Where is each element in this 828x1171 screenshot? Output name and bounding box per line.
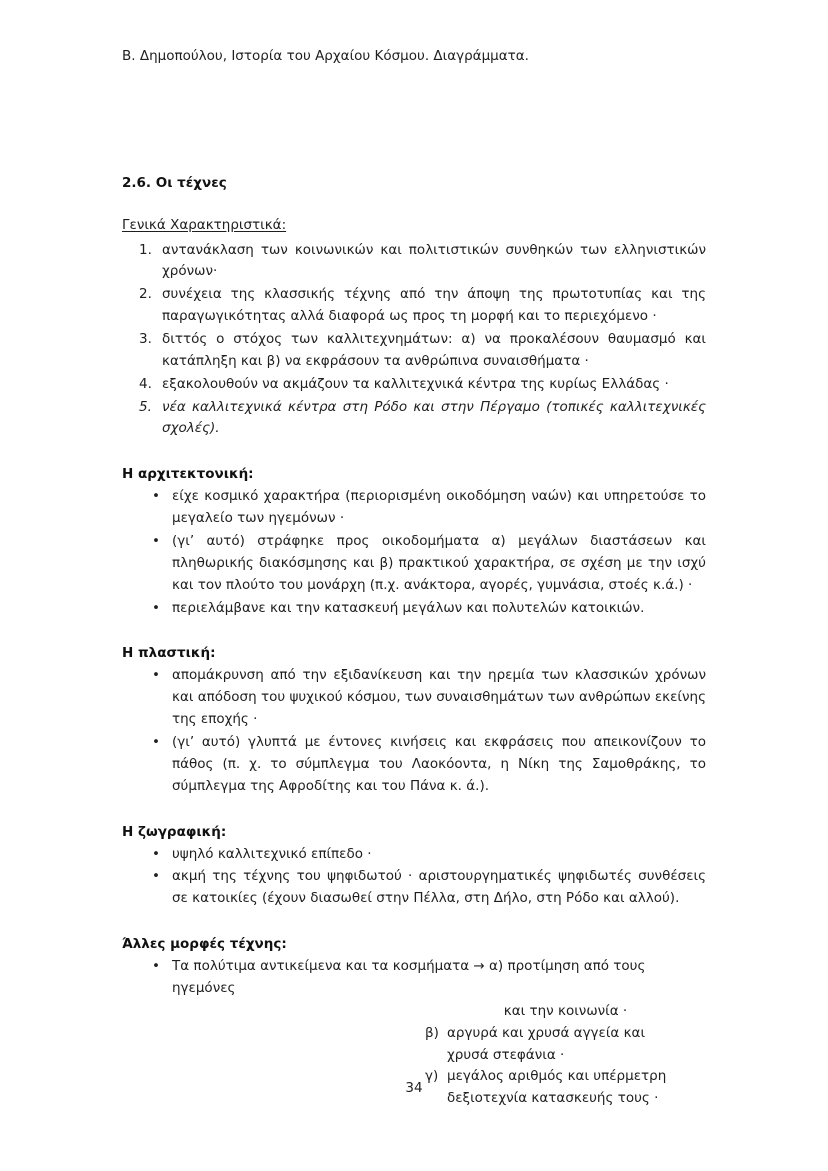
list-item-text: αντανάκλαση των κοινωνικών και πολιτιστικών συνθηκών των ελληνιστικών χρόνων· <box>162 241 706 280</box>
list-item <box>122 397 706 441</box>
section-title: 2.6. Οι τέχνες <box>122 174 227 191</box>
bullet-icon: • <box>152 488 160 505</box>
list-item <box>122 531 706 597</box>
list-item-text: εξακολουθούν να ακμάζουν τα καλλιτεχνικά κέντρα της κυρίως Ελλάδας · <box>162 375 669 392</box>
bullet-icon: • <box>152 958 160 975</box>
list-item-text: είχε κοσμικό χαρακτήρα (περιορισμένη οικοδόμηση ναών) και υπηρετούσε το μεγαλείο των ηγεμόνων · <box>172 488 706 527</box>
painting-heading: Η ζωγραφική: <box>122 823 227 840</box>
bullet-icon: • <box>152 734 160 751</box>
architecture-heading: Η αρχιτεκτονική: <box>122 466 254 483</box>
list-item <box>122 598 706 620</box>
page-number: 34 <box>405 1080 423 1096</box>
list-item <box>122 956 706 1000</box>
list-item <box>122 240 706 284</box>
sub-item-text-continuation: δεξιοτεχνία κατασκευής τους · <box>447 1090 659 1107</box>
other-arts-sub-item-beta <box>425 1023 728 1045</box>
list-item-text: ακμή της τέχνης του ψηφιδωτού · αριστουργηματικές ψηφιδωτές συνθέσεις σε κατοικίες (έχουν διασωθεί στην Πέλλα, στη Δήλο, στη Ρόδο και αλλού). <box>172 868 706 907</box>
list-marker: 4. <box>139 375 152 392</box>
list-item-text: περιελάμβανε και την κατασκευή μεγάλων και πολυτελών κατοικιών. <box>172 599 645 616</box>
painting-list <box>122 844 706 911</box>
list-marker: 1. <box>139 241 152 258</box>
list-item-text: Τα πολύτιμα αντικείμενα και τα κοσμήματα → α) προτίμηση από τους ηγεμόνες <box>172 958 646 997</box>
sub-item-text: μεγάλος αριθμός και υπέρμετρη <box>447 1068 667 1085</box>
bullet-icon: • <box>152 845 160 862</box>
sculpture-heading: Η πλαστική: <box>122 645 216 662</box>
list-marker: 5. <box>139 398 152 415</box>
list-item-text: (γι’ αυτό) γλυπτά με έντονες κινήσεις και εκφράσεις που απεικονίζουν το πάθος (π. χ. το σύμπλεγμα του Λαοκόοντα, η Νίκη της Σαμοθράκης, το σύμπλεγμα της Αφροδίτης και του Πάνα κ. ά.). <box>172 734 706 794</box>
sub-item-text-continuation: χρυσά στεφάνια · <box>447 1046 565 1063</box>
list-item-text: νέα καλλιτεχνικά κέντρα στη Ρόδο και στην Πέργαμο (τοπικές καλλιτεχνικές σχολές). <box>162 398 706 437</box>
list-marker: 2. <box>139 286 152 303</box>
general-characteristics-label: Γενικά Χαρακτηριστικά: <box>122 216 287 233</box>
other-arts-list <box>122 956 706 1000</box>
list-item <box>122 732 706 798</box>
list-item <box>122 284 706 328</box>
list-item <box>122 374 706 396</box>
list-item-text: υψηλό καλλιτεχνικό επίπεδο · <box>172 845 372 862</box>
general-characteristics-list <box>122 240 706 441</box>
list-item <box>122 866 706 910</box>
bullet-icon: • <box>152 599 160 616</box>
other-arts-lead-continuation: και την κοινωνία · <box>503 1002 628 1019</box>
list-item-text: (γι’ αυτό) στράφηκε προς οικοδομήματα α) μεγάλων διαστάσεων και πληθωρικής διακόσμησης και β) πρακτικού χαρακτήρα, σε σχέση με την ισχύ και τον πλούτο του μονάρχη (π.χ. ανάκτορα, αγορές, γυμνάσια, στοές κ.ά.) · <box>172 533 706 593</box>
bullet-icon: • <box>152 533 160 550</box>
bullet-icon: • <box>152 667 160 684</box>
list-item <box>122 844 706 866</box>
architecture-list <box>122 486 706 619</box>
list-item <box>122 665 706 731</box>
other-arts-sub-item-beta-cont <box>425 1045 728 1067</box>
page-content <box>122 0 706 1110</box>
sub-item-label: β) <box>425 1024 439 1041</box>
document-header: Β. Δημοπούλου, Ιστορία του Αρχαίου Κόσμου. Διαγράμματα. <box>122 48 529 64</box>
list-item <box>122 329 706 373</box>
sub-item-label: γ) <box>425 1068 439 1085</box>
other-arts-heading: Άλλες μορφές τέχνης: <box>122 936 287 953</box>
sub-item-text: αργυρά και χρυσά αγγεία και <box>447 1024 646 1041</box>
list-item-text: συνέχεια της κλασσικής τέχνης από την άποψη της πρωτοτυπίας και της παραγωγικότητας αλλά διαφορά ως προς τη μορφή και το περιεχόμενο · <box>162 286 706 325</box>
list-item-text: διττός ο στόχος των καλλιτεχνημάτων: α) να προκαλέσουν θαυμασμό και κατάπληξη και β) να εκφράσουν τα ανθρώπινα συναισθήματα · <box>162 331 706 369</box>
list-item <box>122 486 706 530</box>
sculpture-list <box>122 665 706 797</box>
list-item-text: απομάκρυνση από την εξιδανίκευση και την ηρεμία των κλασσικών χρόνων και απόδοση του ψυχικού κόσμου, των συναισθημάτων των ανθρώπων εκείνης της εποχής · <box>172 667 706 728</box>
list-marker: 3. <box>139 331 152 347</box>
bullet-icon: • <box>152 868 160 885</box>
